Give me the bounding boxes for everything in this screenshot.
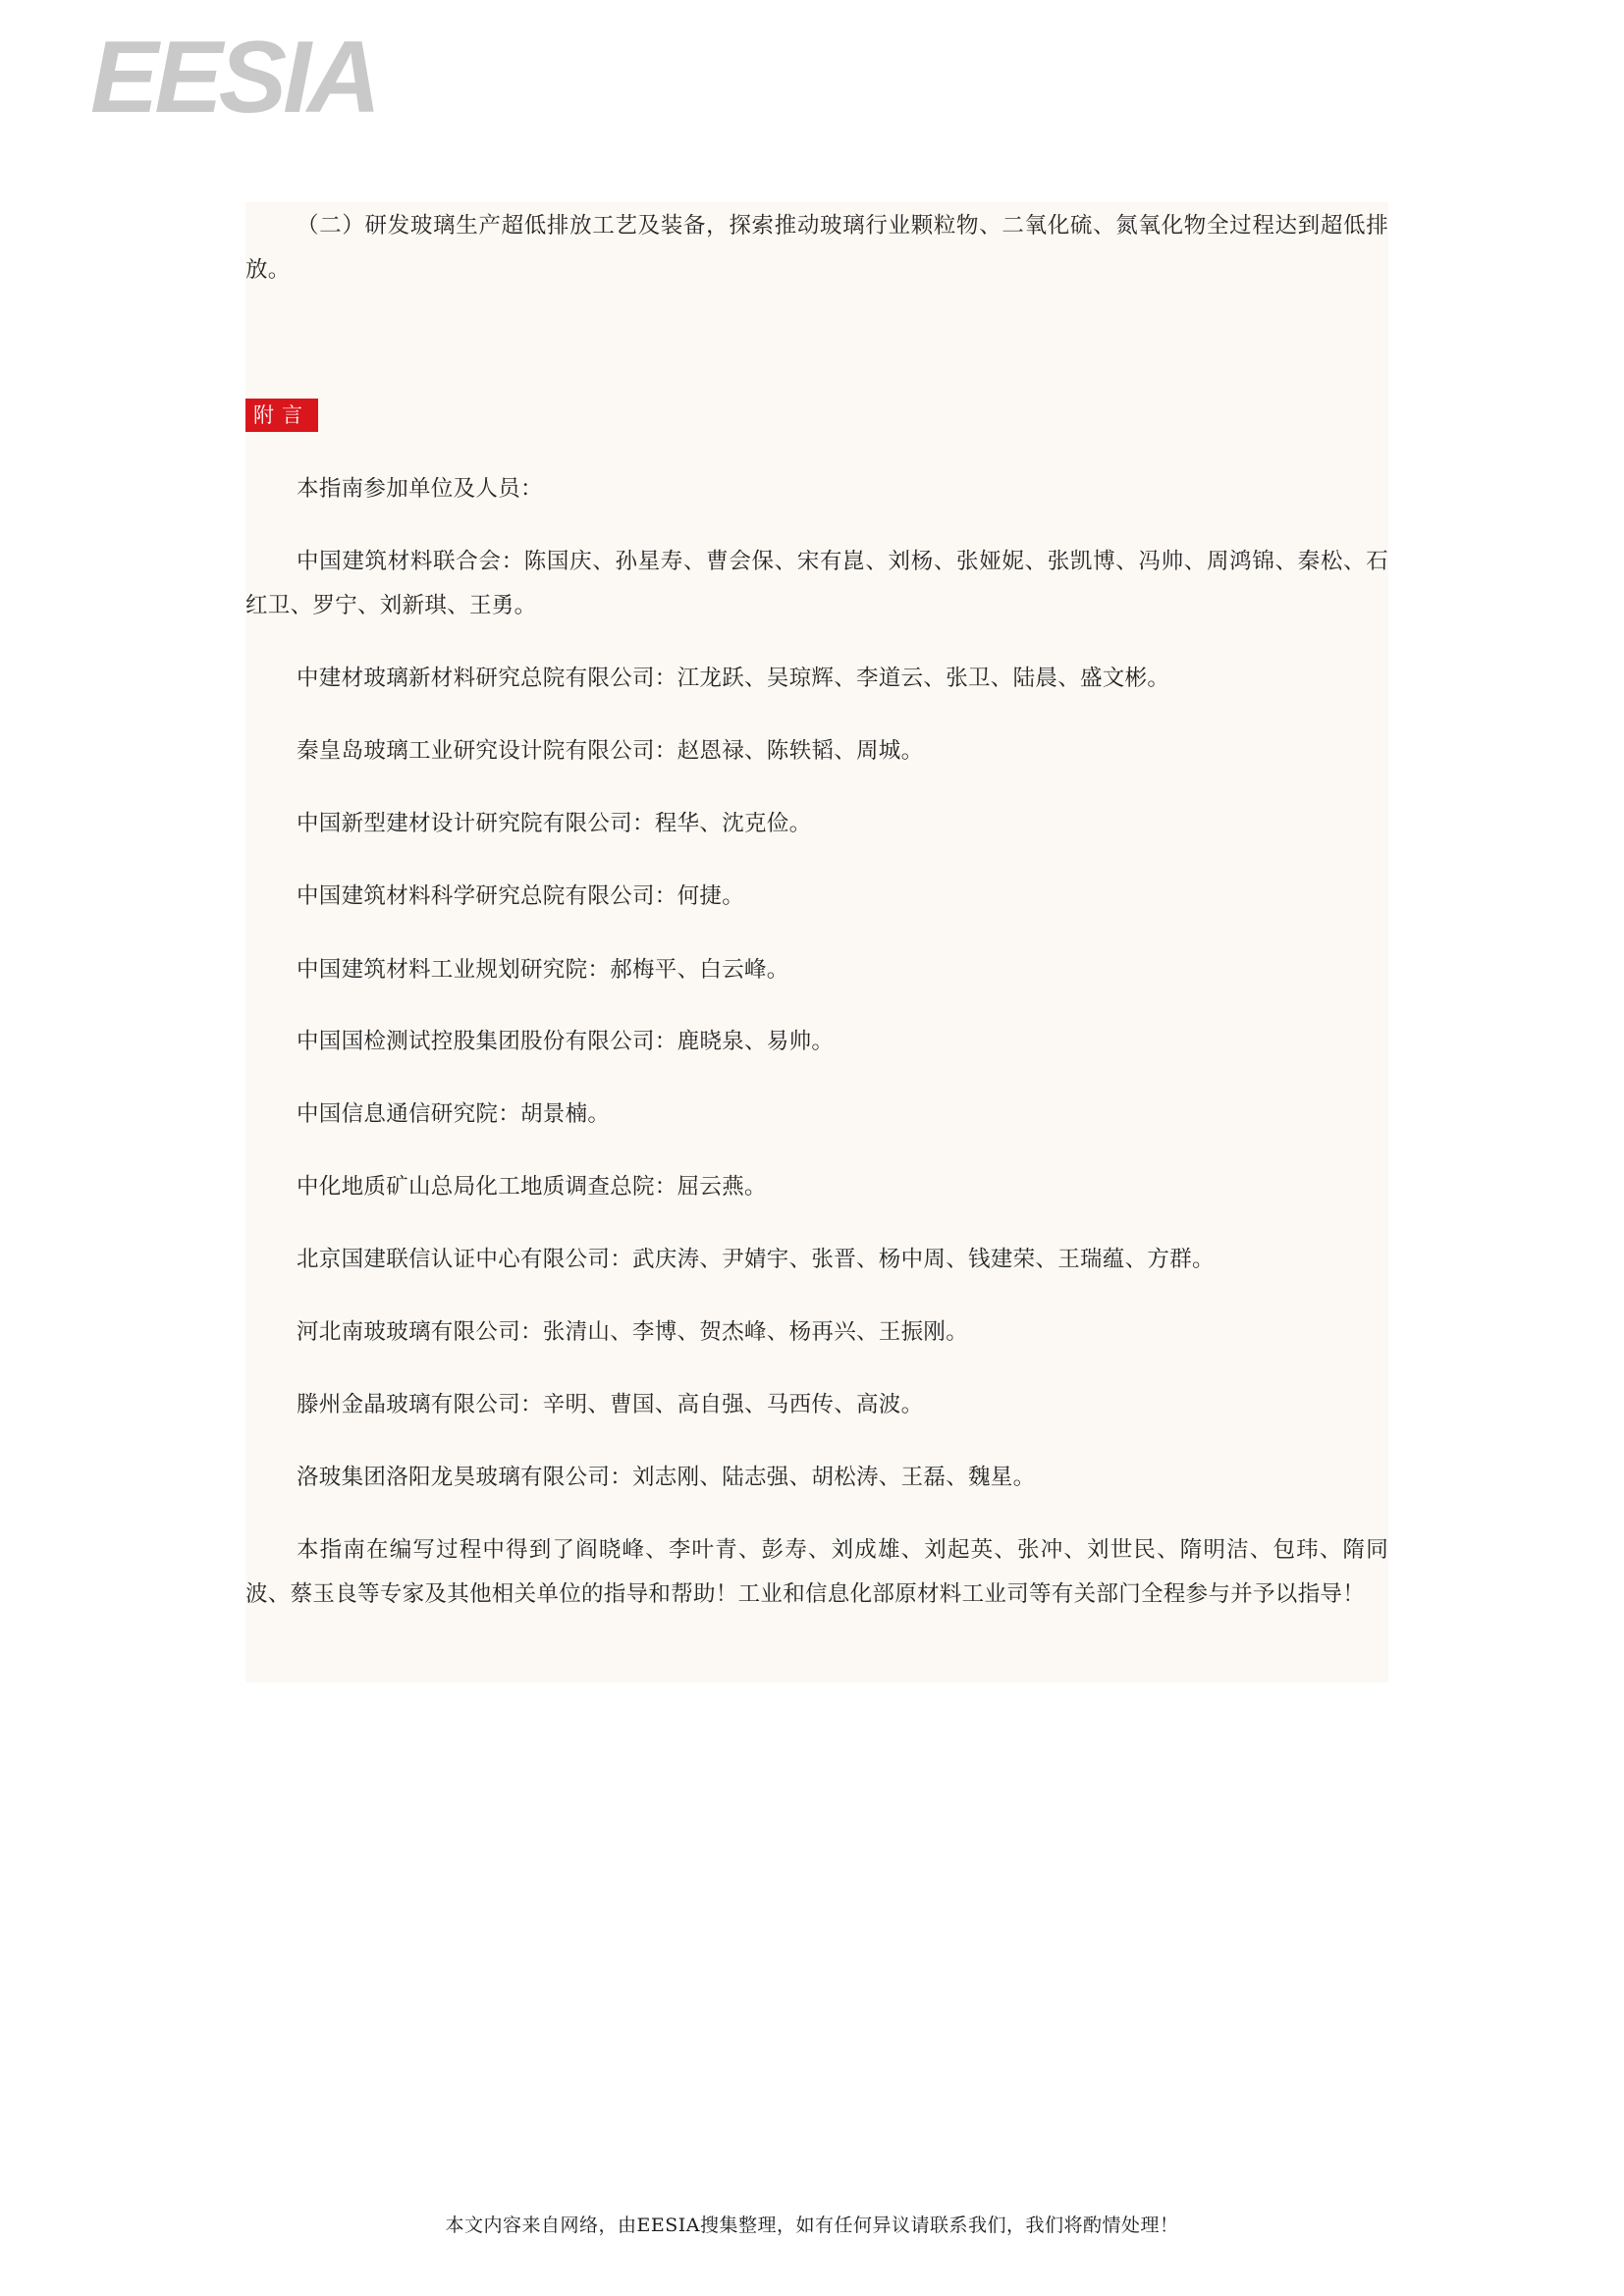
participant-paragraph: 中国信息通信研究院：胡景楠。 [297,1101,611,1127]
participant-paragraph: 中化地质矿山总局化工地质调查总院：屈云燕。 [297,1174,767,1200]
participant-paragraph: 中国新型建材设计研究院有限公司：程华、沈克俭。 [297,811,812,836]
participants-heading: 本指南参加单位及人员： [297,476,543,502]
participant-paragraph: 中建材玻璃新材料研究总院有限公司：江龙跃、吴琼辉、李道云、张卫、陆晨、盛文彬。 [297,666,1170,691]
participant-paragraph: 秦皇岛玻璃工业研究设计院有限公司：赵恩禄、陈轶韬、周城。 [297,738,924,764]
intro-paragraph: （二）研发玻璃生产超低排放工艺及装备，探索推动玻璃行业颗粒物、二氧化硫、氮氧化物全过程达到超低排放。 [245,213,1388,283]
participant-paragraph: 中国国检测试控股集团股份有限公司：鹿晓泉、易帅。 [297,1029,835,1054]
document-body [245,202,1388,1682]
svg-text:EESIA: EESIA [90,22,378,130]
participant-paragraph: 河北南玻玻璃有限公司：张清山、李博、贺杰峰、杨再兴、王振刚。 [297,1319,969,1345]
postscript-label: 附言 [245,399,318,432]
participant-paragraph: 中国建筑材料科学研究总院有限公司：何捷。 [297,883,745,909]
participant-paragraph: 滕州金晶玻璃有限公司：辛明、曹国、高自强、马西传、高波。 [297,1392,924,1417]
eesia-logo [90,22,395,130]
footer-disclaimer: 本文内容来自网络，由EESIA搜集整理，如有任何异议请联系我们，我们将酌情处理！ [445,2215,1179,2236]
participant-paragraph: 中国建筑材料联合会：陈国庆、孙星寿、曹会保、宋有崑、刘杨、张娅妮、张凯博、冯帅、周鸿锦、秦松、石红卫、罗宁、刘新琪、王勇。 [245,549,1388,618]
participant-paragraph: 中国建筑材料工业规划研究院：郝梅平、白云峰。 [297,957,789,983]
participant-paragraph: 洛玻集团洛阳龙昊玻璃有限公司：刘志刚、陆志强、胡松涛、王磊、魏星。 [297,1465,1036,1490]
participant-paragraph: 北京国建联信认证中心有限公司：武庆涛、尹婧宇、张晋、杨中周、钱建荣、王瑞蕴、方群。 [297,1247,1215,1272]
acknowledgement-paragraph: 本指南在编写过程中得到了阎晓峰、李叶青、彭寿、刘成雄、刘起英、张冲、刘世民、隋明洁、包玮、隋同波、蔡玉良等专家及其他相关单位的指导和帮助！工业和信息化部原材料工业司等有关部门全程参与并予以指导！ [245,1537,1388,1607]
